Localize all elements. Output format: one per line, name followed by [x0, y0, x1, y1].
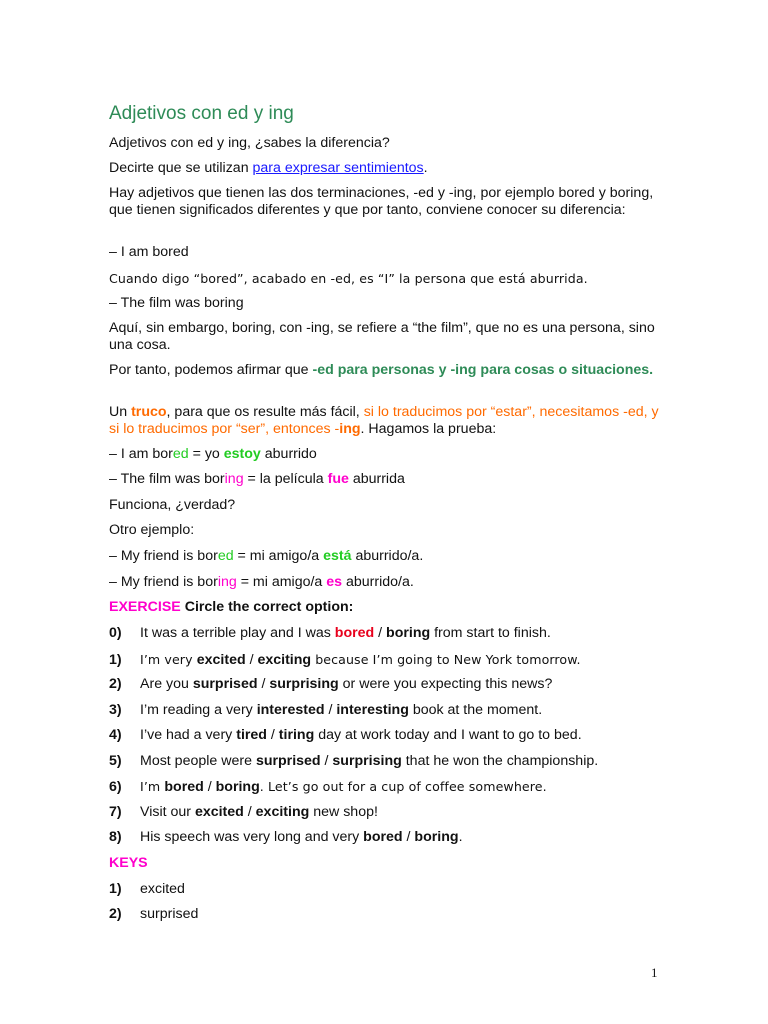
option[interactable]: exciting [257, 652, 312, 668]
example-bored: – I am bored [109, 244, 189, 260]
option[interactable]: interested [256, 702, 325, 718]
option-answer[interactable]: bored [334, 625, 375, 641]
key-item-2: 2) surprised [109, 906, 199, 922]
exercise-item-2: 2) Are you surprised / surprising or were you expecting this news? [109, 676, 553, 692]
translation-example: – I am bored = yo estoy aburrido [109, 446, 317, 462]
option[interactable]: exciting [255, 804, 310, 820]
exercise-item-4: 4) I’ve had a very tired / tiring day at work today and I want to go to bed. [109, 727, 582, 743]
option[interactable]: excited [196, 652, 246, 668]
explanation-paragraph: Hay adjetivos que tienen las dos terminaciones, -ed y -ing, por ejemplo bored y boring, que tienen significados diferentes y que por tanto, conviene conocer su diferencia: [109, 185, 654, 218]
option[interactable]: boring [414, 829, 459, 845]
exercise-item-7: 7) Visit our excited / exciting new shop! [109, 804, 378, 820]
option[interactable]: surprised [255, 753, 321, 769]
exercise-item-1: 1) I’m very excited / exciting because I’m going to New York tomorrow. [109, 652, 581, 668]
option[interactable]: tiring [278, 727, 315, 743]
example-boring: – The film was boring [109, 295, 244, 311]
option[interactable]: surprising [332, 753, 402, 769]
another-example-label: Otro ejemplo: [109, 522, 195, 538]
option[interactable]: bored [164, 779, 204, 795]
page-title: Adjetivos con ed y ing [109, 103, 294, 124]
feelings-link[interactable]: para expresar sentimientos [252, 160, 424, 176]
option[interactable]: boring [215, 779, 260, 795]
exercise-heading: EXERCISE Circle the correct option: [109, 599, 354, 615]
rule-highlight: -ed para personas y -ing para cosas o situaciones. [312, 362, 654, 378]
option[interactable]: excited [194, 804, 244, 820]
intro-sentence: Decirte que se utilizan para expresar sentimientos. [109, 160, 428, 176]
exercise-label: EXERCISE [109, 599, 181, 615]
exercise-item-8: 8) His speech was very long and very bored / boring. [109, 829, 463, 845]
exercise-item-0: 0) It was a terrible play and I was bored / boring from start to finish. [109, 625, 551, 641]
option[interactable]: tired [236, 727, 267, 743]
option[interactable]: interesting [336, 702, 409, 718]
option[interactable]: boring [386, 625, 431, 641]
translation-example: – My friend is bored = mi amigo/a está aburrido/a. [109, 548, 424, 564]
exercise-item-3: 3) I’m reading a very interested / interesting book at the moment. [109, 702, 543, 718]
page-number: 1 [651, 965, 658, 980]
option[interactable]: surprising [269, 676, 339, 692]
trick-word: truco [131, 404, 167, 420]
intro-question: Adjetivos con ed y ing, ¿sabes la diferencia? [109, 135, 390, 151]
translation-example: – My friend is boring = mi amigo/a es aburrido/a. [109, 574, 414, 590]
exercise-item-6: 6) I’m bored / boring. Let’s go out for a cup of coffee somewhere. [109, 779, 547, 795]
example-bored-note: Cuando digo “bored”, acabado en -ed, es “I” la persona que está aburrida. [109, 271, 588, 286]
trick-paragraph: Un truco, para que os resulte más fácil, si lo traducimos por “estar”, necesitamos -ed, y si lo traducimos por “ser”, entonces -ing. Hagamos la prueba: [109, 404, 659, 437]
rule-paragraph: Por tanto, podemos afirmar que -ed para personas y -ing para cosas o situaciones. [109, 362, 654, 378]
option[interactable]: bored [363, 829, 403, 845]
translation-example: – The film was boring = la película fue aburrida [109, 471, 405, 487]
check-question: Funciona, ¿verdad? [109, 497, 236, 513]
example-boring-note: Aquí, sin embargo, boring, con -ing, se refiere a “the film”, que no es una persona, sino una cosa. [109, 320, 655, 353]
option[interactable]: surprised [192, 676, 258, 692]
key-item-1: 1) excited [109, 881, 185, 897]
exercise-item-5: 5) Most people were surprised / surprising that he won the championship. [109, 753, 599, 769]
keys-heading: KEYS [109, 855, 148, 871]
